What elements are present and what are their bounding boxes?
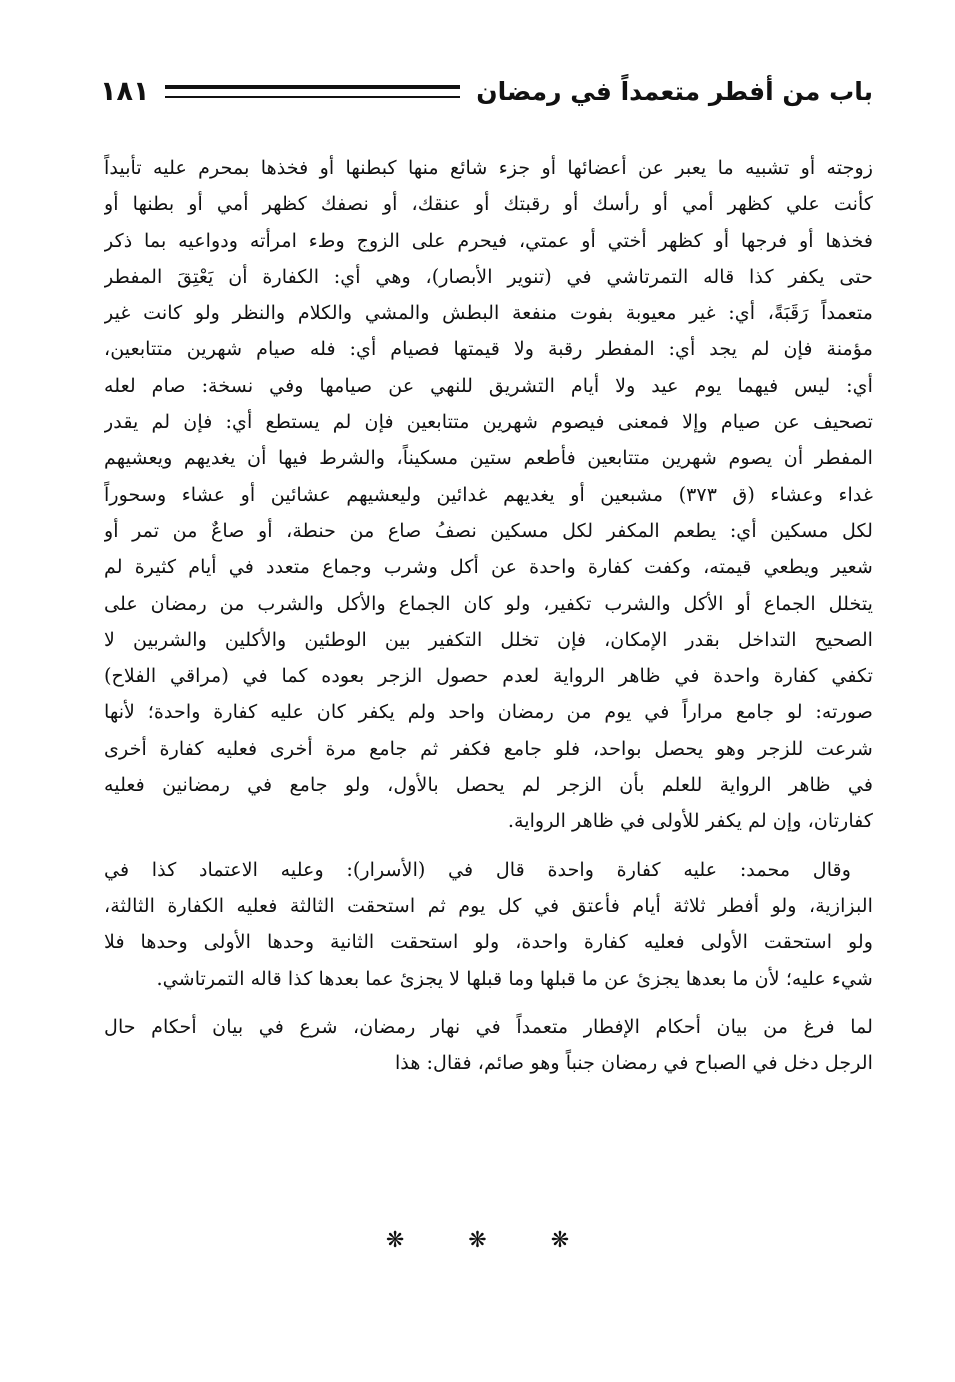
text-line: تصحيف عن صيام وإلا فمعنى فيصوم شهرين متتابعين فإن لم يستطع أي: فإن لم يقدر — [104, 410, 873, 434]
text-line: تكفي كفارة واحدة في ظاهر الرواية لعدم حصول الزجر بعوده كما في (مراقي الفلاح) — [104, 664, 873, 688]
text-line: المفطر أن يصوم شهرين متتابعين فأطعم ستين مسكيناً، والشرط فيها أن يغديهم ويعشيهم — [104, 446, 873, 470]
header-rule — [165, 85, 460, 98]
text-line: فخذها أو فرجها أو كظهر أختي أو عمتي، فيحرم على الزوج وطء امرأته ودواعيه بما ذكر — [104, 228, 873, 252]
page-number: ١٨١ — [100, 75, 150, 107]
page-header — [100, 62, 873, 120]
text-line: كفارتان، وإن لم يكفر للأولى في ظاهر الرواية. — [507, 809, 873, 833]
text-line: وقال محمد: عليه كفارة واحدة قال في (الأسرار): وعليه الاعتماد كذا في — [104, 857, 851, 881]
paragraph-3 — [104, 1009, 873, 1082]
text-line: لما فرغ من بيان أحكام الإفطار متعمداً في نهار رمضان، شرع في بيان أحكام حال — [104, 1014, 873, 1038]
asterism-icon: ❋ — [468, 1228, 487, 1253]
text-line: ولو استحقت الأولى فعليه كفارة واحدة، ولو استحقت الثانية وحدها الأولى وحدها فلا — [104, 930, 873, 954]
text-line: البزازية، ولو أفطر ثلاثة أيام فأعتق في كل يوم ثم استحقت الثالثة فعليه الكفارة الثالثة، — [104, 893, 873, 917]
text-line: الرجل دخل في الصباح في رمضان جنباً وهو صائم، فقال: هذا — [394, 1051, 873, 1075]
text-line: مؤمنة فإن لم يجد أي: المفطر رقبة ولا قيمتها فصيام أي: فله صيام شهرين متتابعين، — [104, 337, 873, 361]
text-line: زوجته أو تشبيه ما يعبر عن أعضائها أو جزء شائع منها كبطنها أو فخذها بمحرم عليه تأبيداً — [104, 156, 873, 179]
text-line: يتخلل الجماع أو الأكل والشرب تكفير، ولو كان الجماع والأكل والشرب من رمضان على — [104, 591, 873, 615]
asterism-icon: ❋ — [385, 1228, 405, 1253]
text-line: كأنت علي كظهر أمي أو رأسك أو رقبتك أو عنقك، أو نصفك كظهر أمي أو بطنها أو — [104, 192, 873, 216]
text-line: شعير ويطعي قيمته، وكفت كفارة واحدة عن أكل وشرب وجماع متعدد في أيام كثيرة لم — [104, 555, 873, 579]
asterism-icon: ❋ — [550, 1228, 570, 1253]
chapter-title: باب من أفطر متعمداً في رمضان — [476, 76, 873, 106]
text-line: متعمداً رَقَبَةً، أي: غير معيوبة بفوت منفعة البطش والمشي والكلام والنظر ولو كانت غير — [104, 301, 873, 325]
text-line: لكل مسكين أي: يطعم المكفر لكل مسكين نصفُ صاع من حنطة، أو صاعٌ من تمر أو — [104, 518, 873, 542]
text-line: غداء وعشاء (ق ٣٧٣) مشبعين أو يغديهم غدائين وليعشيهم عشائين أو عشاء وسحوراً — [104, 482, 873, 506]
paragraph-2 — [104, 852, 873, 997]
paragraph-1 — [104, 150, 873, 840]
text-line: صورته: لو جامع مراراً في يوم من رمضان واحد ولم يكفر كان عليه كفارة واحدة؛ لأنها — [104, 700, 873, 724]
paragraph-gap — [104, 997, 873, 1009]
text-line: أي: ليس فيهما يوم عيد ولا أيام التشريق للنهي عن صيامها وفي نسخة: صام لعله — [104, 373, 873, 397]
text-line: حتى يكفر كذا قاله التمرتاشي في (تنوير الأبصار)، وهي أي: الكفارة أن يَعْتِقَ المفطر — [104, 264, 873, 288]
text-line: شرعت للزجر وهو يحصل بواحد، فلو جامع فكفر ثم جامع مرة أخرى فعليه كفارة أخرى — [104, 736, 873, 760]
section-divider — [0, 1226, 955, 1256]
main-text — [104, 150, 873, 1081]
paragraph-gap — [104, 840, 873, 852]
text-line: شيء عليه؛ لأن ما بعدها يجزئ عن ما قبلها وما قبلها لا يجزئ عما بعدها كذا قاله التمرتاشي. — [156, 966, 873, 990]
text-line: في ظاهر الرواية للعلم بأن الزجر لم يحصل بالأول، ولو جامع في رمضانين فعليه — [104, 773, 873, 797]
text-line: الصحيح التداخل بقدر الإمكان، فإن تخلل التكفير بين الوطئين والأكلين والشربين لا — [104, 627, 873, 651]
